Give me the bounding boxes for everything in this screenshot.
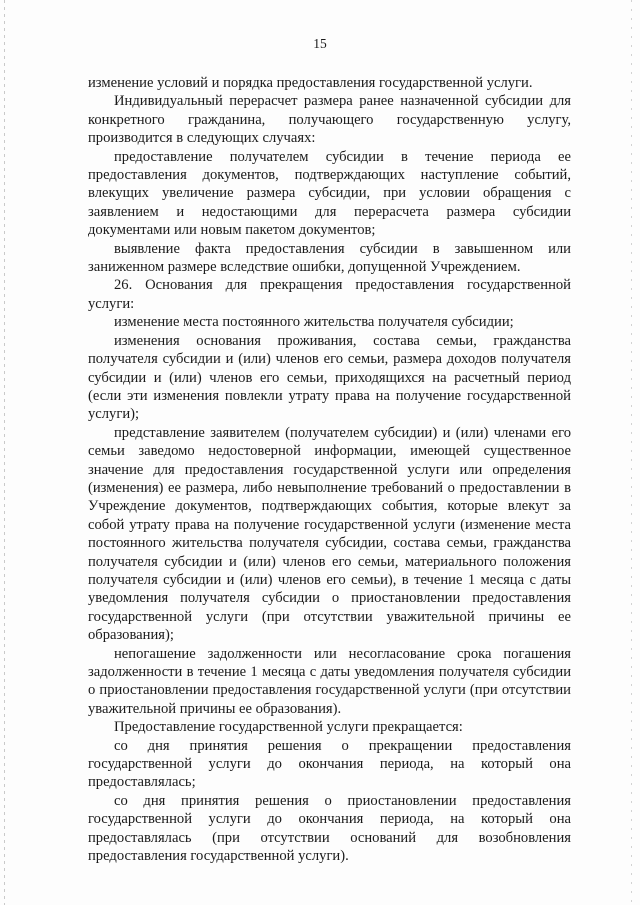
paragraph-termination-case-1: со дня принятия решения о прекращении предоставления государственной услуги до окончания периода, на который она предоставлялась; [88,737,571,791]
paragraph-termination-ground-1: изменение места постоянного жительства получателя субсидии; [114,314,514,331]
paragraph-recalculation-case-1: предоставление получателем субсидии в течение периода ее предоставления документов, подтверждающих наступление событий, влекущих увеличение размера субсидии, при условии обращения с заявлением и недостающими для перерасчета размера субсидии документами или новым пакетом документов; [88,148,571,239]
paragraph-termination-case-2: со дня принятия решения о приостановлении предоставления государственной услуги до окончания периода, на который она предоставлялась (при отсутствии оснований для возобновления предоставления государственной услуги). [88,792,571,865]
paragraph-termination-intro: Предоставление государственной услуги прекращается: [114,719,463,736]
page-number: 15 [313,36,327,51]
scan-edge-left [4,0,5,905]
paragraph-termination-ground-3: представление заявителем (получателем субсидии) и (или) членами его семьи заведомо недостоверной информации, имеющей существенное значение для предоставления государственной услуги или определения (изменения) ее размера, либо невыполнение требований о предоставлении в Учреждение документов, подтверждающих события, которые влекут за собой утрату права на получение государственной услуги (изменение места постоянного жительства получателя субсидии, состава семьи, гражданства получателя субсидии и (или) членов его семьи, материального положения получателя субсидии и (или) членов его семьи), в течение 1 месяца с даты уведомления получателя субсидии о приостановлении предоставления государственной услуги (при отсутствии уважительной причины ее образования); [88,424,571,644]
paragraph-recalculation-intro: Индивидуальный перерасчет размера ранее назначенной субсидии для конкретного гражданина, получающего государственную услугу, производится в следующих случаях: [88,93,571,147]
paragraph-recalculation-case-2: выявление факта предоставления субсидии в завышенном или заниженном размере вследствие ошибки, допущенной Учреждением. [88,240,571,276]
document-body [88,74,571,865]
paragraph-section-26-heading: 26. Основания для прекращения предоставления государственной услуги: [88,277,571,312]
paragraph-termination-ground-4: непогашение задолженности или несогласование срока погашения задолженности в течение 1 месяца с даты уведомления получателя субсидии о приостановлении предоставления государственной услуги (при отсутствии уважительной причины ее образования). [88,645,571,717]
paragraph-termination-ground-2: изменения основания проживания, состава семьи, гражданства получателя субсидии и (или) членов его семьи, размера доходов получателя субсидии и (или) членов его семьи, приходящихся на расчетный период (если эти изменения повлекли утрату права на получение государственной услуги); [88,332,571,423]
scan-edge-right [631,0,632,905]
paragraph-continuation: изменение условий и порядка предоставления государственной услуги. [88,75,533,91]
